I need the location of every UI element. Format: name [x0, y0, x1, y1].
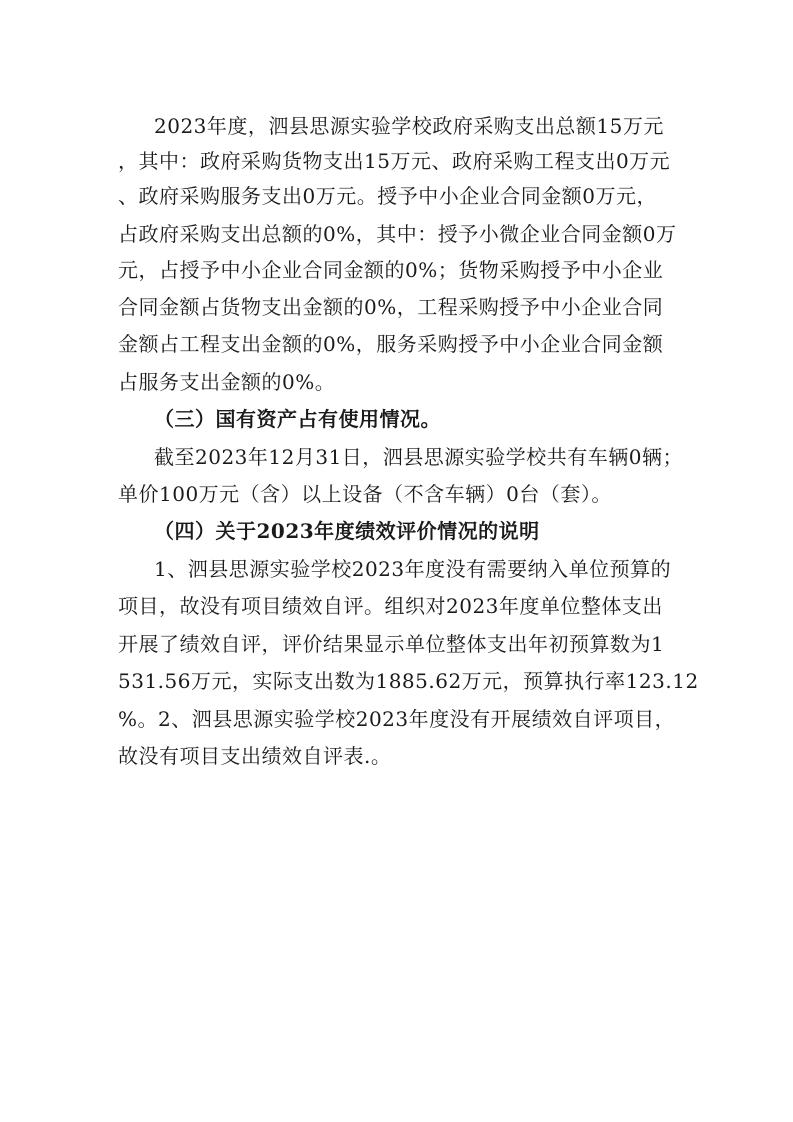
paragraph-line: 2023年度，泗县思源实验学校政府采购支出总额15万元: [154, 114, 664, 138]
paragraph-line: 开展了绩效自评，评价结果显示单位整体支出年初预算数为1: [118, 632, 665, 656]
paragraph-line: 、政府采购服务支出0万元。授予中小企业合同金额0万元，: [118, 184, 657, 208]
paragraph-line: 截至2023年12月31日，泗县思源实验学校共有车辆0辆；: [154, 445, 684, 469]
paragraph-line: 531.56万元，实际支出数为1885.62万元，预算执行率123.12: [118, 669, 699, 693]
section-heading-performance: （四）关于2023年度绩效评价情况的说明: [154, 519, 540, 543]
section-heading-assets: （三）国有资产占有使用情况。: [154, 407, 441, 431]
paragraph-line: 故没有项目支出绩效自评表.。: [118, 744, 392, 768]
paragraph-line: 1、泗县思源实验学校2023年度没有需要纳入单位预算的: [154, 557, 672, 581]
paragraph-line: 项目，故没有项目绩效自评。组织对2023年度单位整体支出: [118, 594, 663, 618]
paragraph-line: 占服务支出金额的0%。: [118, 370, 336, 394]
paragraph-line: 元，占授予中小企业合同金额的0%；货物采购授予中小企业: [118, 258, 664, 282]
paragraph-line: 占政府采购支出总额的0%，其中：授予小微企业合同金额0万: [118, 222, 677, 246]
paragraph-line: 金额占工程支出金额的0%，服务采购授予中小企业合同金额: [118, 332, 664, 356]
paragraph-line: 单价100万元（含）以上设备（不含车辆）0台（套）。: [118, 482, 612, 506]
paragraph-line: 合同金额占货物支出金额的0%，工程采购授予中小企业合同: [118, 295, 664, 319]
paragraph-line: %。2、泗县思源实验学校2023年度没有开展绩效自评项目，: [118, 707, 676, 731]
paragraph-line: ，其中：政府采购货物支出15万元、政府采购工程支出0万元: [118, 149, 671, 173]
